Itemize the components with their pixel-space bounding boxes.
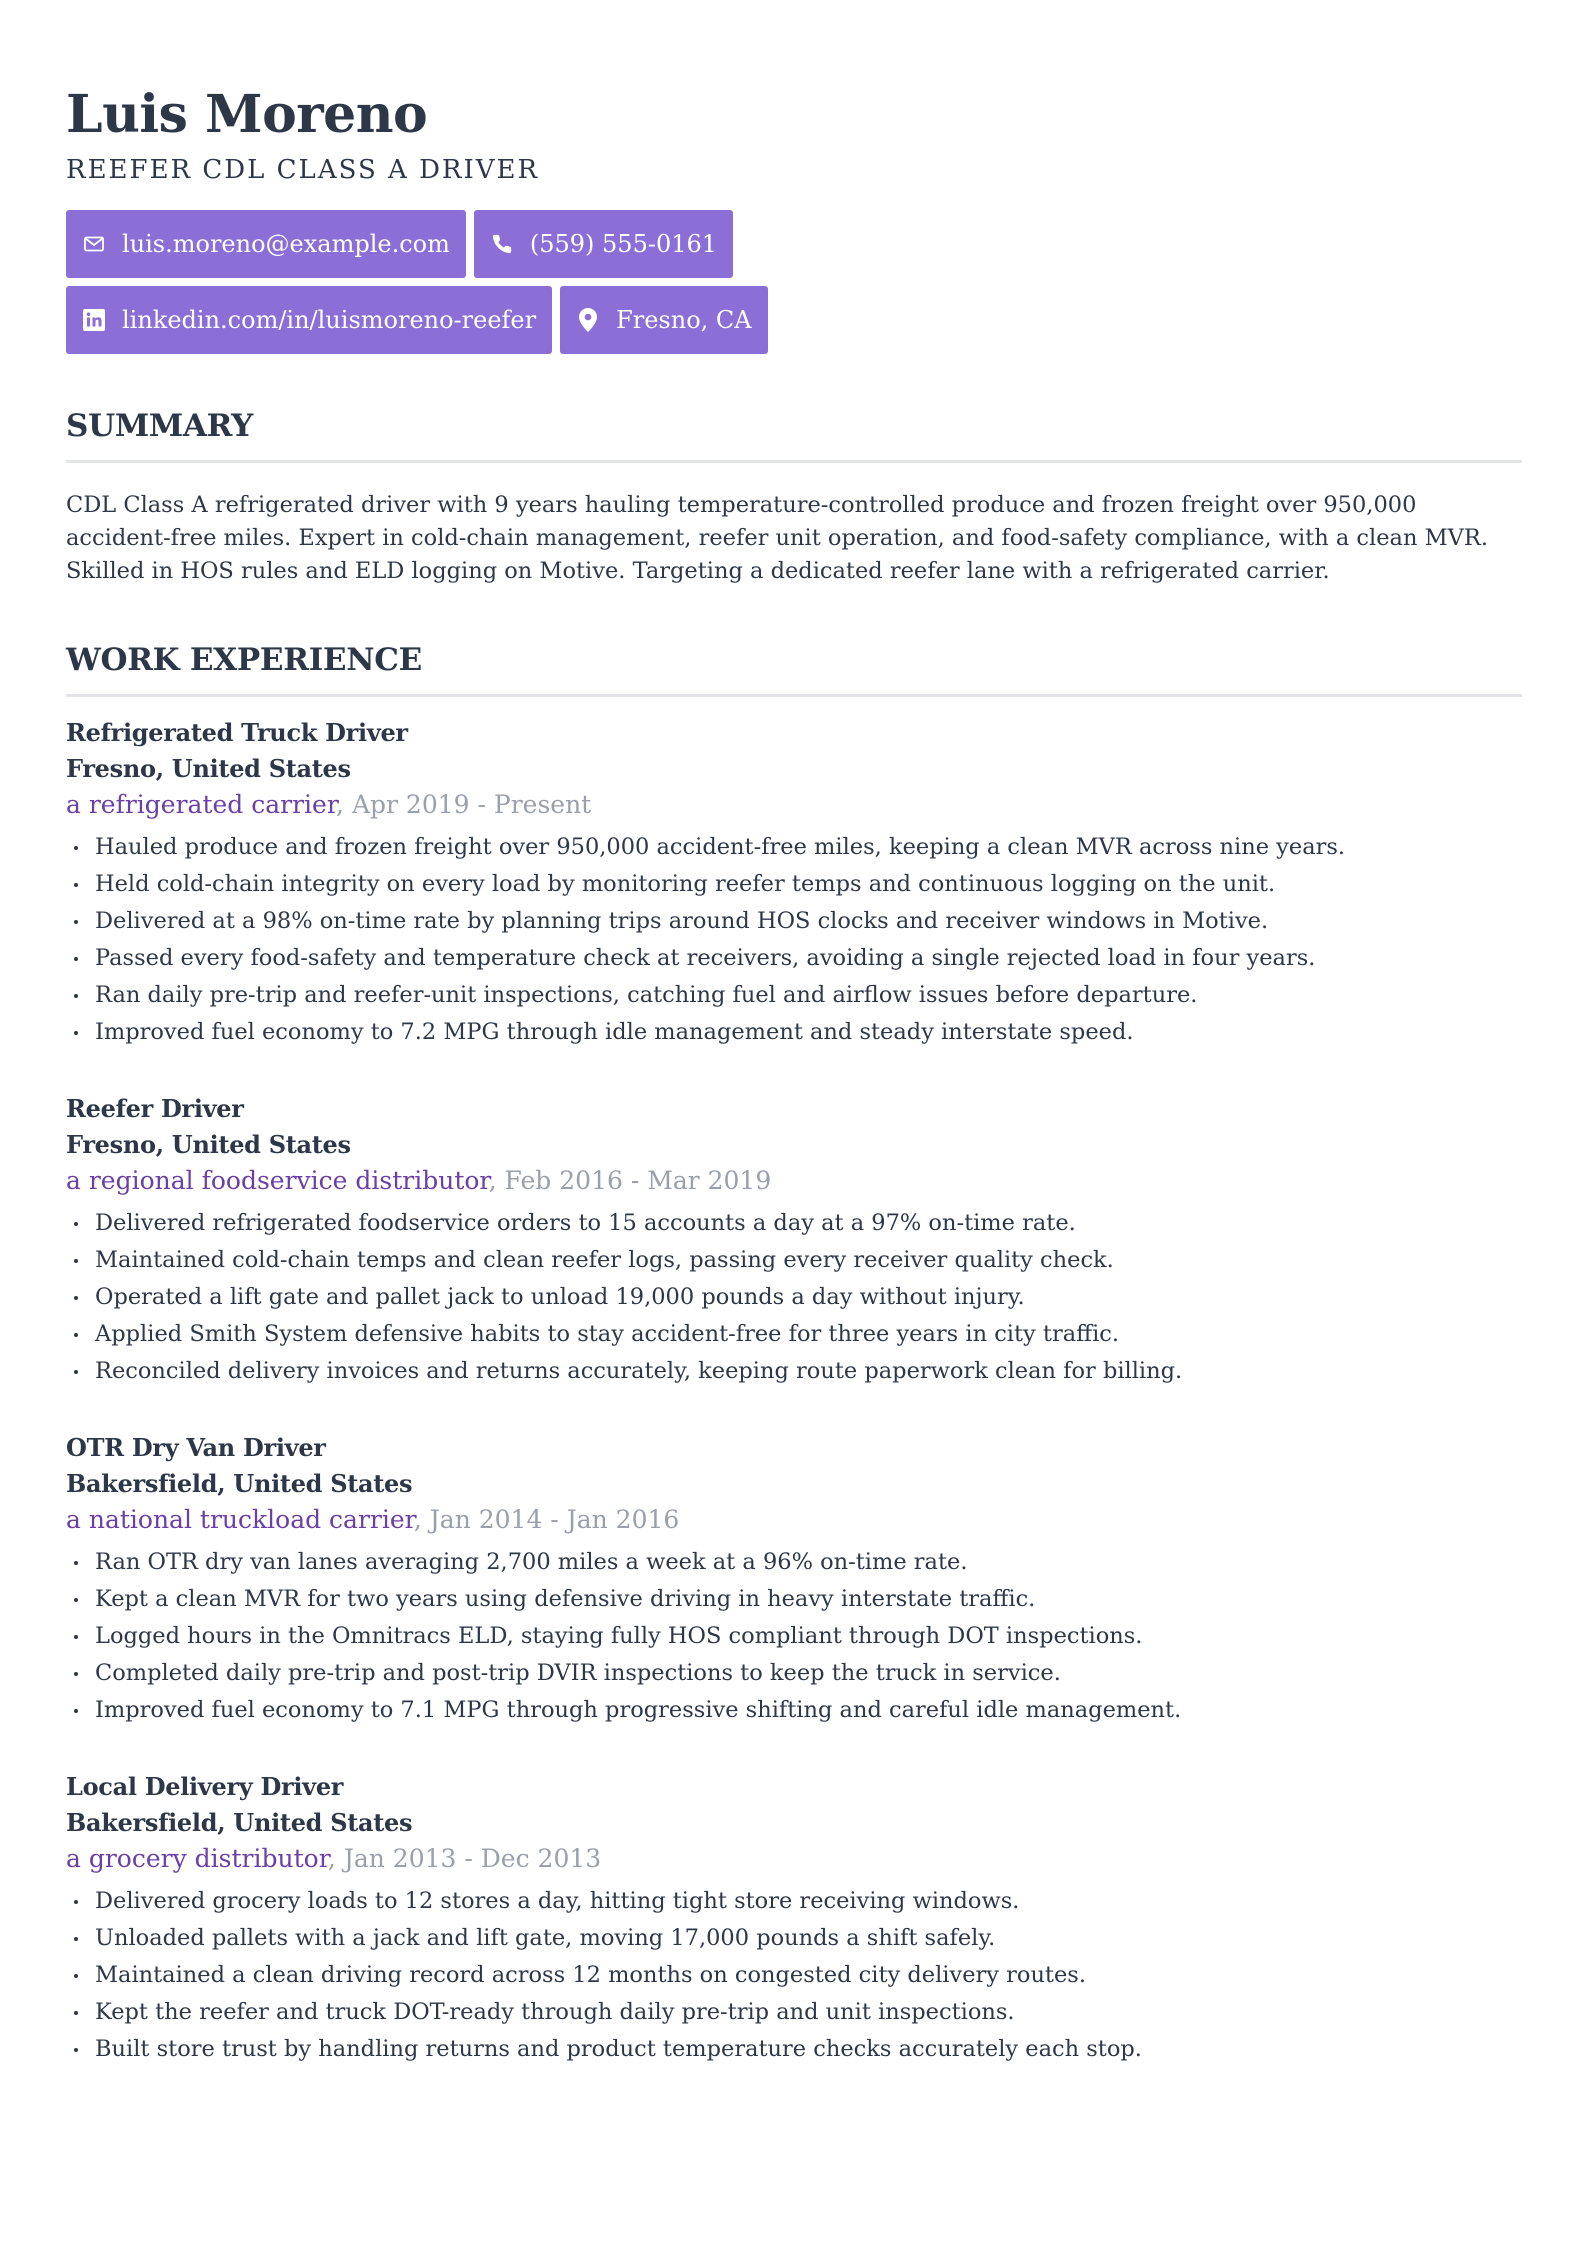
job-bullet: Maintained a clean driving record across 12 months on congested city delivery routes. <box>66 1957 1522 1994</box>
job-meta <box>66 1841 1522 1877</box>
job-bullet: Ran OTR dry van lanes averaging 2,700 miles a week at a 96% on-time rate. <box>66 1544 1522 1581</box>
job-entry <box>66 1091 1522 1390</box>
job-bullets <box>66 1544 1522 1729</box>
job-bullets <box>66 1205 1522 1390</box>
job-bullet: Held cold-chain integrity on every load by monitoring reefer temps and continuous logging on the unit. <box>66 866 1522 903</box>
section-divider <box>66 460 1522 463</box>
job-dates: Jan 2013 - Dec 2013 <box>343 1844 602 1873</box>
job-bullet: Improved fuel economy to 7.2 MPG through idle management and steady interstate speed. <box>66 1014 1522 1051</box>
job-bullet: Ran daily pre-trip and reefer-unit inspections, catching fuel and airflow issues before departure. <box>66 977 1522 1014</box>
job-bullet: Kept a clean MVR for two years using defensive driving in heavy interstate traffic. <box>66 1581 1522 1618</box>
job-dates: Feb 2016 - Mar 2019 <box>504 1166 772 1195</box>
summary-section <box>66 406 1522 588</box>
summary-heading: SUMMARY <box>66 408 253 444</box>
location-pin-icon <box>576 308 600 332</box>
work-experience-section <box>66 640 1522 2068</box>
phone-text: (559) 555-0161 <box>529 230 718 258</box>
job-bullet: Delivered grocery loads to 12 stores a day, hitting tight store receiving windows. <box>66 1883 1522 1920</box>
job-meta <box>66 787 1522 823</box>
job-meta <box>66 1163 1522 1199</box>
job-dates: Jan 2014 - Jan 2016 <box>429 1505 680 1534</box>
job-company: a regional foodservice distributor <box>66 1166 489 1195</box>
job-title: Refrigerated Truck Driver <box>66 718 408 747</box>
job-bullet: Logged hours in the Omnitracs ELD, staying fully HOS compliant through DOT inspections. <box>66 1618 1522 1655</box>
job-location: Fresno, United States <box>66 1130 351 1159</box>
job-bullets <box>66 1883 1522 2068</box>
job-entry <box>66 1769 1522 2068</box>
mail-icon <box>82 232 106 256</box>
job-location: Fresno, United States <box>66 754 351 783</box>
job-bullet: Operated a lift gate and pallet jack to unload 19,000 pounds a day without injury. <box>66 1279 1522 1316</box>
summary-text: CDL Class A refrigerated driver with 9 years hauling temperature-controlled produce and frozen freight over 950,000 accident-free miles. Expert in cold-chain management, reefer unit operation, and food-safety compliance, with a clean MVR. Skilled in HOS rules and ELD logging on Motive. Targeting a dedicated reefer lane with a refrigerated carrier. <box>66 492 1488 584</box>
job-entry <box>66 1430 1522 1729</box>
job-bullet: Maintained cold-chain temps and clean reefer logs, passing every receiver quality check. <box>66 1242 1522 1279</box>
email-chip[interactable] <box>66 210 466 278</box>
job-dates: Apr 2019 - Present <box>351 790 592 819</box>
job-bullets <box>66 829 1522 1051</box>
job-title: Reefer Driver <box>66 1094 244 1123</box>
job-bullet: Improved fuel economy to 7.1 MPG through progressive shifting and careful idle management. <box>66 1692 1522 1729</box>
location-chip[interactable] <box>560 286 768 354</box>
job-company: a grocery distributor <box>66 1844 328 1873</box>
job-bullet: Kept the reefer and truck DOT-ready through daily pre-trip and unit inspections. <box>66 1994 1522 2031</box>
job-dates-separator: , <box>327 1844 344 1873</box>
job-title: OTR Dry Van Driver <box>66 1433 326 1462</box>
job-company: a national truckload carrier <box>66 1505 414 1534</box>
job-dates-separator: , <box>413 1505 430 1534</box>
work-experience-heading: WORK EXPERIENCE <box>66 642 422 678</box>
job-bullet: Unloaded pallets with a jack and lift gate, moving 17,000 pounds a shift safely. <box>66 1920 1522 1957</box>
job-dates-separator: , <box>488 1166 505 1195</box>
job-bullet: Delivered at a 98% on-time rate by planning trips around HOS clocks and receiver windows in Motive. <box>66 903 1522 940</box>
candidate-name: Luis Moreno <box>66 84 428 145</box>
job-bullet: Passed every food-safety and temperature check at receivers, avoiding a single rejected load in four years. <box>66 940 1522 977</box>
section-divider <box>66 694 1522 697</box>
linkedin-text: linkedin.com/in/luismoreno-reefer <box>122 306 537 334</box>
linkedin-chip[interactable] <box>66 286 552 354</box>
phone-chip[interactable] <box>474 210 733 278</box>
job-bullet: Hauled produce and frozen freight over 950,000 accident-free miles, keeping a clean MVR across nine years. <box>66 829 1522 866</box>
job-dates-separator: , <box>336 790 352 819</box>
job-bullet: Delivered refrigerated foodservice orders to 15 accounts a day at a 97% on-time rate. <box>66 1205 1522 1242</box>
email-text: luis.moreno@example.com <box>122 230 450 258</box>
linkedin-icon <box>82 308 106 332</box>
job-bullet: Reconciled delivery invoices and returns accurately, keeping route paperwork clean for billing. <box>66 1353 1522 1390</box>
job-title: Local Delivery Driver <box>66 1772 344 1801</box>
job-bullet: Built store trust by handling returns and product temperature checks accurately each stop. <box>66 2031 1522 2068</box>
job-location: Bakersfield, United States <box>66 1808 413 1837</box>
resume-header <box>66 80 1522 354</box>
job-meta <box>66 1502 1522 1538</box>
job-location: Bakersfield, United States <box>66 1469 413 1498</box>
phone-icon <box>490 232 514 256</box>
job-company: a refrigerated carrier <box>66 790 337 819</box>
job-entry <box>66 715 1522 1051</box>
location-text: Fresno, CA <box>616 306 752 334</box>
job-bullet: Completed daily pre-trip and post-trip DVIR inspections to keep the truck in service. <box>66 1655 1522 1692</box>
job-bullet: Applied Smith System defensive habits to stay accident-free for three years in city traffic. <box>66 1316 1522 1353</box>
candidate-title: REEFER CDL CLASS A DRIVER <box>66 155 540 185</box>
contact-chips <box>66 210 786 354</box>
